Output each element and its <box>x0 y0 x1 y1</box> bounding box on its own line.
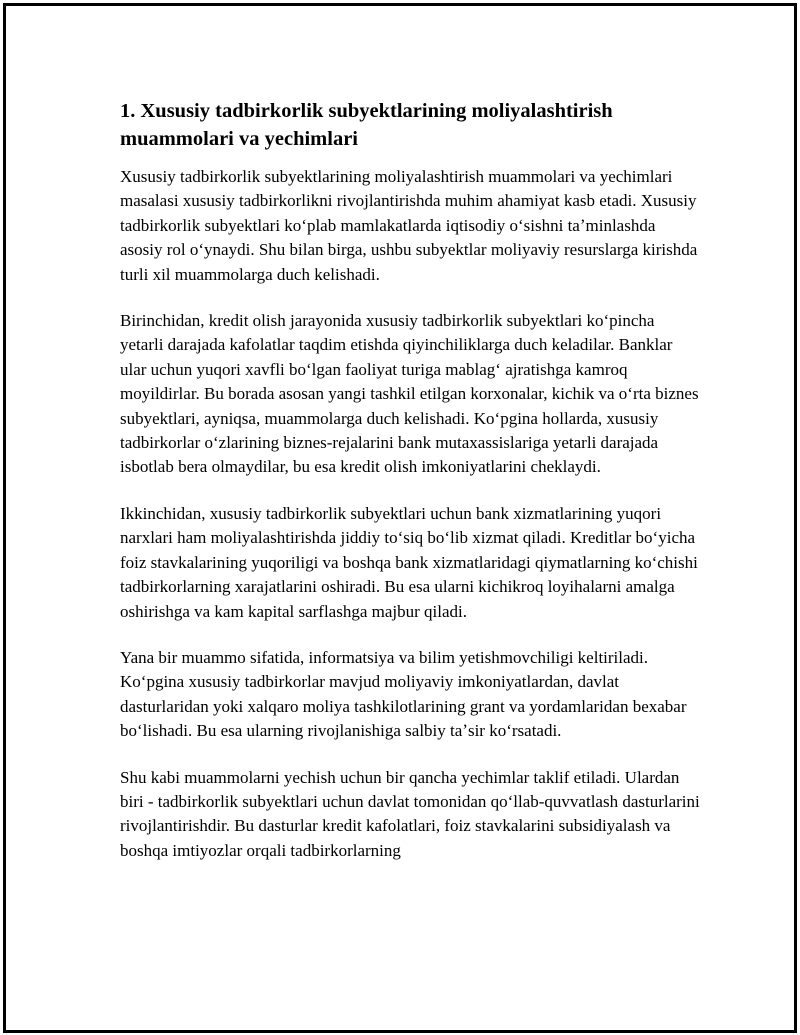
paragraph-2: Birinchidan, kredit olish jarayonida xususiy tadbirkorlik subyektlari koʻpincha yetarli darajada kafolatlar taqdim etishda qiyinchiliklarga duch keladilar. Banklar ular uchun yuqori xavfli boʻlgan faoliyat turiga mablagʻ ajratishga kamroq moyildirlar. Bu borada asosan yangi tashkil etilgan korxonalar, kichik va oʻrta biznes subyektlari, ayniqsa, muammolarga duch kelishadi. Koʻpgina hollarda, xususiy tadbirkorlar oʻzlarining biznes-rejalarini bank mutaxassislariga yetarli darajada isbotlab bera olmaydilar, bu esa kredit olish imkoniyatlarini cheklaydi. <box>120 311 699 477</box>
paragraph-3: Ikkinchidan, xususiy tadbirkorlik subyektlari uchun bank xizmatlarining yuqori narxlari ham moliyalashtirishda jiddiy toʻsiq boʻlib xizmat qiladi. Kreditlar boʻyicha foiz stavkalarining yuqoriligi va boshqa bank xizmatlaridagi qiymatlarning koʻchishi tadbirkorlarning xarajatlarini oshiradi. Bu esa ularni kichikroq loyihalarni amalga oshirishga va kam kapital sarflashga majbur qiladi. <box>120 503 698 621</box>
paragraph-1: Xususiy tadbirkorlik subyektlarining moliyalashtirish muammolari va yechimlari masalasi xususiy tadbirkorlikni rivojlantirishda muhim ahamiyat kasb etadi. Xususiy tadbirkorlik subyektlari koʻplab mamlakatlarda iqtisodiy oʻsishni taʼminlashda asosiy rol oʻynaydi. Shu bilan birga, ushbu subyektlar moliyaviy resurslarga kirishda turli xil muammolarga duch kelishadi. <box>120 167 698 284</box>
page-frame <box>3 3 797 1033</box>
document-body <box>120 97 700 863</box>
section-heading: 1. Xususiy tadbirkorlik subyektlarining moliyalashtirish muammolari va yechimlari <box>120 100 613 150</box>
paragraph-5: Shu kabi muammolarni yechish uchun bir qancha yechimlar taklif etiladi. Ulardan biri - tadbirkorlik subyektlari uchun davlat tomonidan qoʻllab-quvvatlash dasturlarini rivojlantirishdir. Bu dasturlar kredit kafolatlari, foiz stavkalarini subsidiyalash va boshqa imtiyozlar orqali tadbirkorlarning <box>120 767 700 860</box>
paragraph-4: Yana bir muammo sifatida, informatsiya va bilim yetishmovchiligi keltiriladi. Koʻpgina xususiy tadbirkorlar mavjud moliyaviy imkoniyatlardan, davlat dasturlaridan yoki xalqaro moliya tashkilotlarining grant va yordamlaridan bexabar boʻlishadi. Bu esa ularning rivojlanishiga salbiy taʼsir koʻrsatadi. <box>120 647 687 741</box>
